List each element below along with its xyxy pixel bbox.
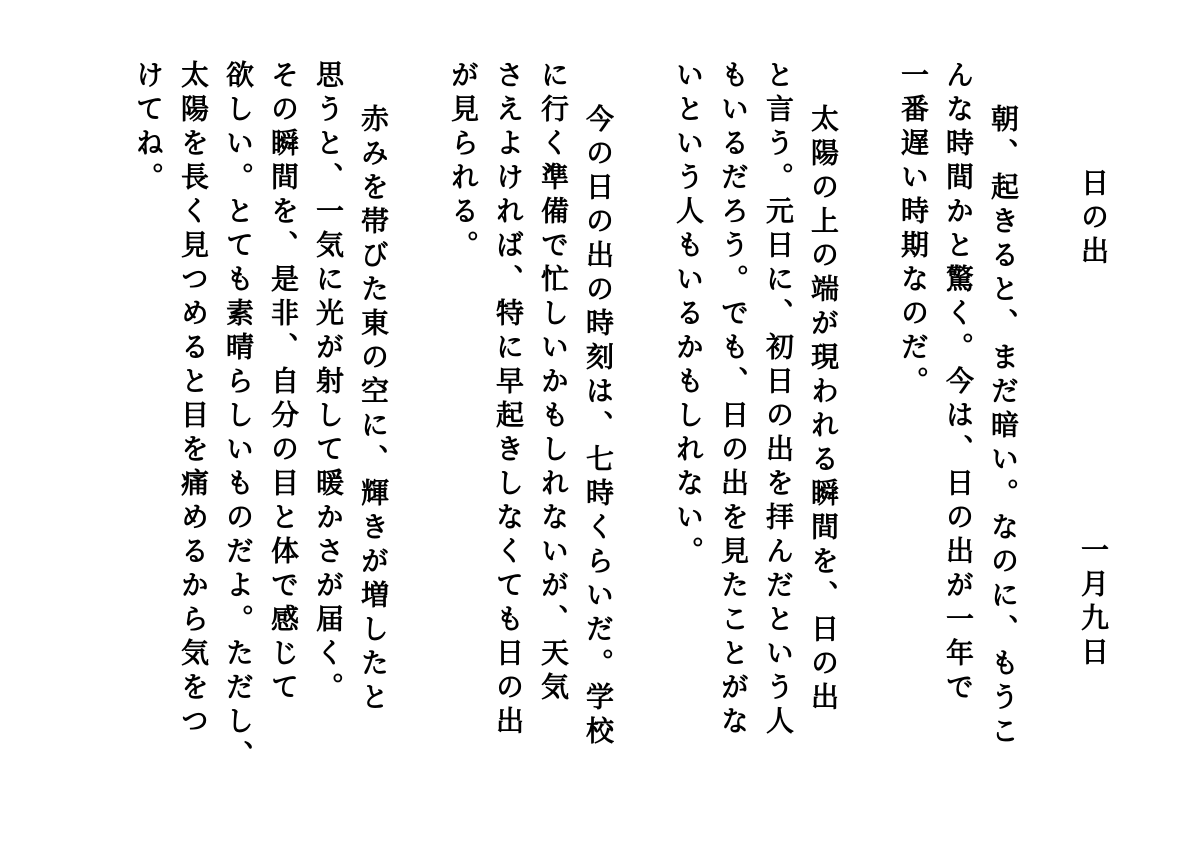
paragraph-2-line-3: もいるだろう。でも、日の出を見たことがな [717,60,750,740]
paragraph-3-line-1: 今の日の出の時刻は、七時くらいだ。学校 [582,104,615,750]
paragraph-1-line-1: 朝、起きると、まだ暗い。なのに、もうこ [987,104,1020,750]
paragraph-4-line-6: けてね。 [132,60,165,196]
paragraph-2-line-2: と言う。元日に、初日の出を拝んだという人 [762,60,795,740]
paragraph-3-line-2: に行く準備で忙しいかもしれないが、天気 [537,60,570,706]
paragraph-1-line-2: んな時間かと驚く。今は、日の出が一年で [942,60,975,706]
paragraph-4-line-3: その瞬間を、是非、自分の目と体で感じて [267,60,300,706]
paragraph-3-line-3: さえよければ、特に早起きしなくても日の出 [492,60,525,740]
paragraph-4-line-5: 太陽を長く見つめると目を痛めるから気をつ [177,60,210,740]
composition-date: 一月九日 [1077,535,1110,671]
paragraph-4-line-2: 思うと、一気に光が射して暖かさが届く。 [312,60,345,706]
paragraph-4-line-1: 赤みを帯びた東の空に、輝きが増したと [357,104,390,716]
paragraph-4-line-4: 欲しい。とても素晴らしいものだよ。ただし、 [222,60,255,774]
composition-title: 日の出 [1077,168,1110,270]
paragraph-2-line-4: いという人もいるかもしれない。 [672,60,705,570]
paragraph-1-line-3: 一番遅い時期なのだ。 [897,60,930,400]
paragraph-2-line-1: 太陽の上の端が現われる瞬間を、日の出 [807,104,840,716]
paragraph-3-line-4: が見られる。 [447,60,480,264]
title-column [1068,0,1118,842]
